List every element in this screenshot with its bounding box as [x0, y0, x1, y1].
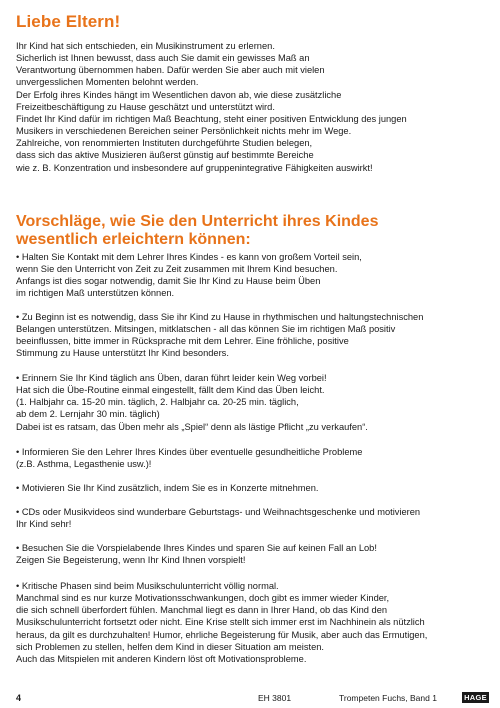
tip-line: Stimmung zu Hause unterstützt Ihr Kind besonders.	[16, 348, 229, 359]
tip-line: ab dem 2. Lernjahr 30 min. täglich)	[16, 409, 160, 420]
tip-line: wenn Sie den Unterricht von Zeit zu Zeit zusammen mit Ihrem Kind besuchen.	[16, 264, 338, 275]
tip-line: Auch das Mitspielen mit anderen Kindern löst oft Motivationsprobleme.	[16, 653, 307, 664]
page-heading: Liebe Eltern!	[16, 12, 121, 31]
intro-line: Der Erfolg ihres Kindes hängt im Wesentlichen davon ab, wie diese zusätzliche	[16, 89, 342, 100]
section-heading-line: wesentlich erleichtern können:	[16, 230, 251, 248]
tip-line: beeinflussen, bitte immer in Rücksprache mit dem Lehrer. Eine fröhliche, positive	[16, 336, 349, 347]
page-number: 4	[16, 693, 22, 703]
tip-line: Musikschulunterricht fortsetzt oder nicht. Eine Krise stellt sich immer erst im Nachhinein als nützlich	[16, 617, 425, 628]
tip-item	[16, 251, 490, 300]
tip-line: Ihr Kind sehr!	[16, 519, 72, 530]
publisher-logo: HAGE	[462, 692, 489, 703]
intro-line: Musikers in verschiedenen Bereichen seiner Persönlichkeit nichts mehr im Wege.	[16, 126, 352, 137]
tip-line: (z.B. Asthma, Legasthenie usw.)!	[16, 459, 152, 470]
intro-line: Findet Ihr Kind dafür im richtigen Maß Beachtung, steht einer positiven Entwicklung des jungen	[16, 113, 407, 124]
edition-code: EH 3801	[258, 693, 292, 703]
tip-item	[16, 542, 490, 566]
tip-line: sich Problemen zu stellen, helfen dem Kind in dieser Situation am meisten.	[16, 641, 324, 652]
tip-line: Dabei ist es ratsam, das Üben mehr als „Spiel“ denn als lästige Pflicht „zu verkaufen“.	[16, 421, 368, 432]
intro-line: Zahlreiche, von renommierten Instituten durchgeführte Studien belegen,	[16, 138, 313, 149]
intro-line: dass sich das aktive Musizieren äußerst günstig auf bestimmte Bereiche	[16, 150, 314, 161]
tip-line: • Kritische Phasen sind beim Musikschulunterricht völlig normal.	[16, 581, 279, 591]
section-heading-line: Vorschläge, wie Sie den Unterricht ihres Kindes	[16, 213, 379, 230]
tip-item	[16, 446, 490, 470]
tip-line: im richtigen Maß unterstützen können.	[16, 288, 175, 299]
page-footer	[16, 692, 490, 704]
tip-line: Hat sich die Übe-Routine einmal eingestellt, fällt dem Kind das Üben leicht.	[16, 385, 325, 396]
intro-line: unvergesslichen Momenten belohnt werden.	[16, 77, 199, 88]
tip-line: • Motivieren Sie Ihr Kind zusätzlich, indem Sie es in Konzerte mitnehmen.	[16, 483, 319, 493]
intro-line: Ihr Kind hat sich entschieden, ein Musikinstrument zu erlernen.	[16, 41, 275, 51]
tip-item	[16, 506, 490, 530]
intro-line: wie z. B. Konzentration und insbesondere auf gruppenintegrative Fähigkeiten auswirkt!	[16, 162, 373, 173]
tip-line: • Besuchen Sie die Vorspielabende Ihres Kindes und sparen Sie auf keinen Fall an Lob!	[16, 543, 377, 553]
tip-line: Manchmal sind es nur kurze Motivationsschwankungen, doch gibt es immer wieder Kinder,	[16, 593, 390, 604]
tip-line: Zeigen Sie Begeisterung, wenn Ihr Kind Ihnen vorspielt!	[16, 555, 246, 566]
tip-line: • CDs oder Musikvideos sind wunderbare Geburtstags- und Weihnachtsgeschenke und motivieren	[16, 507, 421, 517]
section-heading	[16, 213, 378, 248]
tip-item	[16, 372, 490, 433]
tip-line: (1. Halbjahr ca. 15-20 min. täglich, 2. Halbjahr ca. 20-25 min. täglich,	[16, 397, 299, 408]
tip-line: • Halten Sie Kontakt mit dem Lehrer Ihres Kindes - es kann von großem Vorteil sein,	[16, 252, 362, 262]
intro-line: Freizeitbeschäftigung zu Hause geschätzt und unterstützt wird.	[16, 101, 275, 112]
intro-paragraph	[16, 40, 490, 174]
tip-line: Belangen unterstützen. Mitsingen, mitklatschen - all das können Sie im richtigen Maß positiv	[16, 324, 396, 335]
intro-line: Verantwortung übernommen haben. Dafür werden Sie aber auch mit vielen	[16, 65, 325, 76]
tip-line: heraus, da gilt es durchzuhalten! Humor, ehrliche Begeisterung für Musik, aber auch das Ermutigen,	[16, 629, 428, 640]
tip-line: • Erinnern Sie Ihr Kind täglich ans Üben, daran führt leider kein Weg vorbei!	[16, 373, 327, 383]
tip-item	[16, 311, 490, 360]
intro-line: Sicherlich ist Ihnen bewusst, dass auch Sie damit ein gewisses Maß an	[16, 53, 310, 64]
tip-line: Anfangs ist dies sogar notwendig, damit Sie Ihr Kind zu Hause beim Üben	[16, 276, 321, 287]
tip-item	[16, 580, 490, 665]
tip-line: die sich schnell überfordert fühlen. Manchmal liegt es dann in Ihrer Hand, ob das Kind den	[16, 605, 388, 616]
tip-line: • Informieren Sie den Lehrer Ihres Kindes über eventuelle gesundheitliche Probleme	[16, 447, 363, 457]
tip-line: • Zu Beginn ist es notwendig, dass Sie ihr Kind zu Hause in rhythmischen und haltungstechnischen	[16, 312, 424, 322]
tip-item	[16, 482, 490, 494]
book-title: Trompeten Fuchs, Band 1	[339, 693, 437, 703]
